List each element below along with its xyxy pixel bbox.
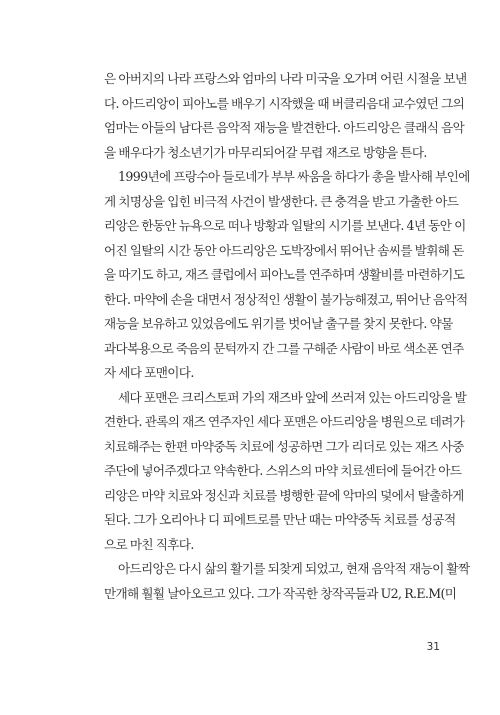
paragraph-first-line: 1999년에 프랑수아 들로네가 부부 싸움을 하다가 총을 발사해 부인에 (118, 169, 470, 184)
text-line: 재능을 보유하고 있었음에도 위기를 벗어날 출구를 찾지 못한다. 약물 (104, 316, 453, 331)
text-line: 견한다. 관록의 재즈 연주자인 세다 포맨은 아드리앙을 병원으로 데려가 (104, 414, 465, 429)
body-text (104, 67, 470, 606)
text-line: 을 배우다가 청소년기가 마무리되어갈 무렵 재즈로 방향을 튼다. (104, 144, 427, 160)
text-line: 으로 마친 직후다. (104, 536, 194, 552)
text-line: 어진 일탈의 시간 동안 아드리앙은 도박장에서 뛰어난 솜씨를 발휘해 돈 (104, 242, 464, 258)
text-line: 을 따기도 하고, 재즈 클럽에서 피아노를 연주하며 생활비를 마련하기도 (104, 267, 465, 282)
paragraph-first-line: 세다 포맨은 크리스토퍼 가의 재즈바 앞에 쓰러져 있는 아드리앙을 발 (118, 389, 467, 405)
text-line: 한다. 마약에 손을 대면서 정상적인 생활이 불가능해졌고, 뛰어난 음악적 (104, 291, 468, 307)
text-line: 게 치명상을 입힌 비극적 사건이 발생한다. 큰 충격을 받고 가출한 아드 (104, 193, 459, 209)
text-line: 과다복용으로 죽음의 문턱까지 간 그를 구해준 사람이 바로 색소폰 연주 (104, 340, 464, 356)
text-line: 자 세다 포맨이다. (104, 365, 194, 380)
text-line: 다. 아드리앙이 피아노를 배우기 시작했을 때 버클리음대 교수였던 그의 (104, 95, 465, 111)
text-line: 만개해 훨훨 날아오르고 있다. 그가 작곡한 창작곡들과 U2, R.E.M(미 (104, 585, 457, 601)
text-line: 리앙은 마약 치료와 정신과 치료를 병행한 끝에 악마의 덫에서 탈출하게 (104, 487, 464, 503)
text-line: 엄마는 아들의 남다른 음악적 재능을 발견한다. 아드리앙은 클래식 음악 (104, 120, 465, 135)
text-line: 치료해주는 한편 마약중독 치료에 성공하면 그가 리더로 있는 재즈 사중 (104, 438, 464, 454)
text-line: 된다. 그가 오리아나 디 피에트로를 만난 때는 마약중독 치료를 성공적 (104, 512, 456, 527)
text-line: 주단에 넣어주겠다고 약속한다. 스위스의 마약 치료센터에 들어간 아드 (104, 463, 462, 478)
text-line: 리앙은 한동안 뉴욕으로 떠나 방황과 일탈의 시기를 보낸다. 4년 동안 이 (104, 218, 466, 233)
text-line: 은 아버지의 나라 프랑스와 엄마의 나라 미국을 오가며 어린 시절을 보낸 (104, 71, 467, 86)
paragraph-first-line: 아드리앙은 다시 삶의 활기를 되찾게 되었고, 현재 음악적 재능이 활짝 (118, 561, 470, 576)
page-number: 31 (426, 641, 440, 653)
